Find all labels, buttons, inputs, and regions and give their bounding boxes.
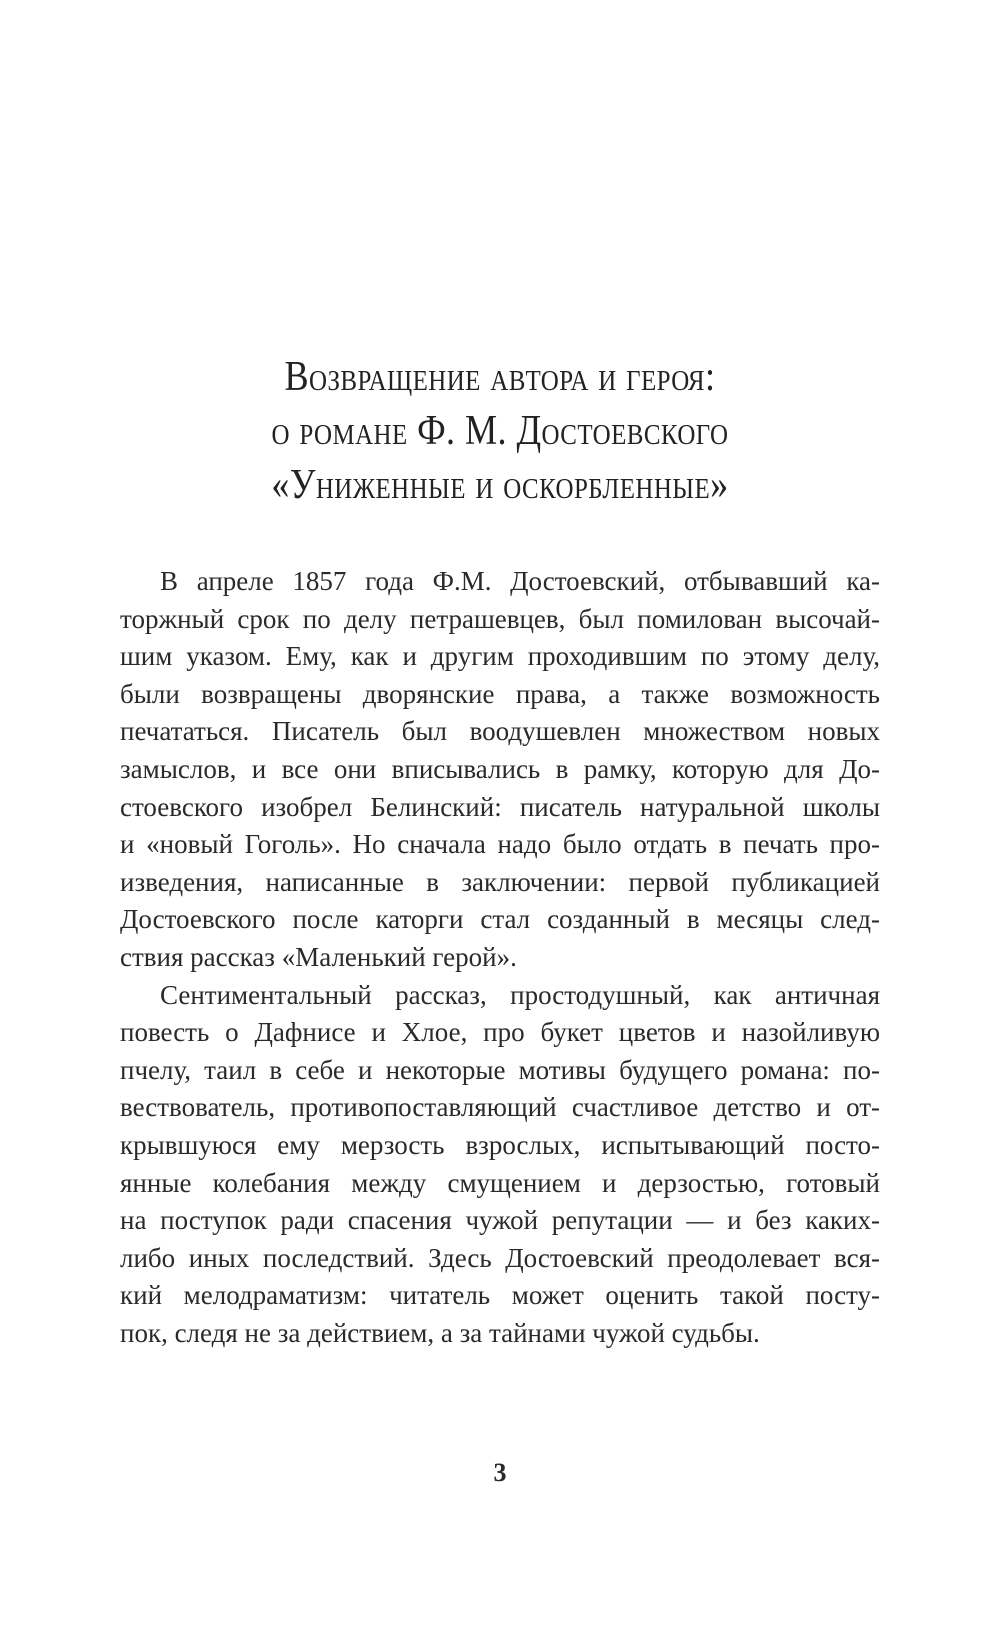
- text-line: печататься. Писатель был воодушевлен множеством новых: [120, 716, 880, 747]
- page-number: 3: [493, 1458, 507, 1487]
- text-line: изведения, написанные в заключении: первой публикацией: [120, 866, 880, 897]
- text-line: пок, следя не за действием, а за тайнами чужой судьбы.: [120, 1317, 760, 1348]
- chapter-title-line: о романе Ф. М. Достоевского: [271, 408, 729, 454]
- text-line: и «новый Гоголь». Но сначала надо было отдать в печать про-: [120, 829, 880, 860]
- text-line: янные колебания между смущением и дерзостью, готовый: [120, 1167, 880, 1198]
- text-line: были возвращены дворянские права, а также возможность: [120, 678, 880, 709]
- text-line: на поступок ради спасения чужой репутации — и без каких-: [120, 1205, 880, 1236]
- text-line: повесть о Дафнисе и Хлое, про букет цветов и назойливую: [120, 1017, 880, 1048]
- text-line: замыслов, и все они вписывались в рамку, которую для До-: [120, 753, 880, 784]
- paragraph-2: [120, 977, 880, 1353]
- text-line: кий мелодраматизм: читатель может оценить такой посту-: [120, 1280, 880, 1311]
- text-line: ствия рассказ «Маленький герой».: [120, 941, 517, 972]
- body-text: [120, 563, 880, 1352]
- chapter-title: [0, 350, 1000, 512]
- text-line: либо иных последствий. Здесь Достоевский преодолевает вся-: [120, 1242, 880, 1273]
- chapter-title-line: Возвращение автора и героя:: [284, 354, 716, 400]
- text-line: пчелу, таил в себе и некоторые мотивы будущего романа: по-: [120, 1054, 880, 1085]
- paragraph-1: [120, 563, 880, 977]
- text-line: В апреле 1857 года Ф.М. Достоевский, отбывавший ка-: [160, 566, 880, 596]
- text-line: торжный срок по делу петрашевцев, был помилован высочай-: [120, 603, 880, 634]
- text-line: Сентиментальный рассказ, простодушный, как античная: [160, 979, 880, 1010]
- text-line: вествователь, противопоставляющий счастливое детство и от-: [120, 1092, 880, 1123]
- text-line: стоевского изобрел Белинский: писатель натуральной школы: [120, 791, 880, 822]
- text-line: шим указом. Ему, как и другим проходившим по этому делу,: [120, 641, 880, 672]
- text-line: Достоевского после каторги стал созданный в месяцы след-: [120, 904, 880, 935]
- text-line: крывшуюся ему мерзость взрослых, испытывающий посто-: [120, 1129, 880, 1160]
- chapter-title-line: «Униженные и оскорбленные»: [271, 462, 729, 508]
